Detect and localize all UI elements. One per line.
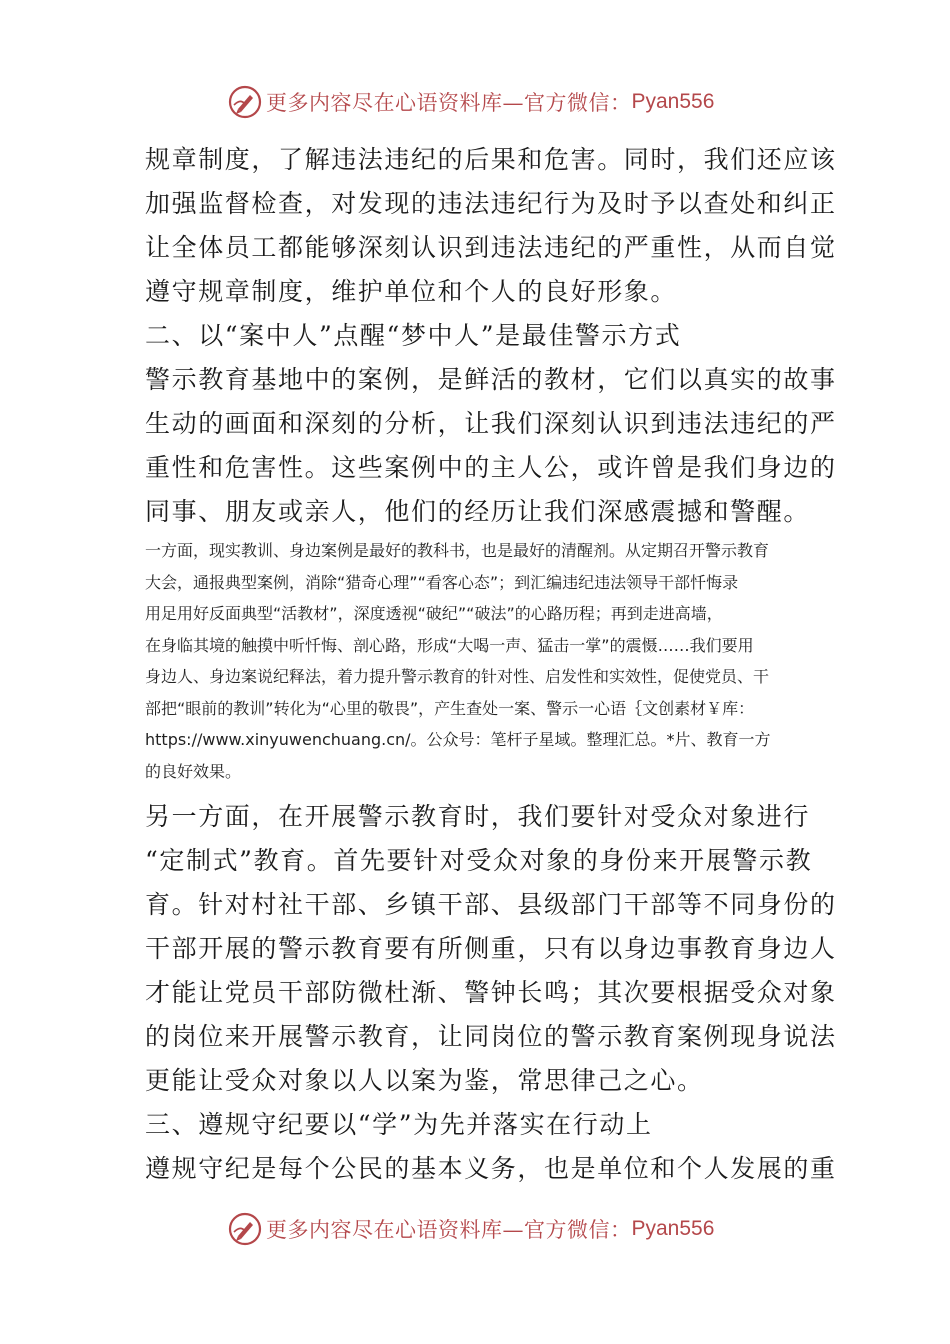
small-text-line: 用足用好反面典型“活教材”，深度透视“破纪”“破法”的心路历程；再到走进高墙， xyxy=(145,604,723,623)
small-text-line: 在身临其境的触摸中听忏悔、剖心路，形成“大喝一声、猛击一掌”的震慑……我们要用 xyxy=(145,635,754,655)
text-line: 加强监督检查，对发现的违法违纪行为及时予以查处和纠正 xyxy=(145,189,837,218)
footer-banner-text: 更多内容尽在心语资料库—官方微信： xyxy=(266,1218,632,1242)
section-heading-2: 二、以“案中人”点醒“梦中人”是最佳警示方式 xyxy=(145,321,682,350)
pen-logo-icon xyxy=(228,85,262,119)
text-line: 警示教育基地中的案例，是鲜活的教材，它们以真实的故事 xyxy=(145,365,837,394)
pen-logo-icon xyxy=(228,1212,262,1246)
small-text-line: 部把“眼前的教训”转化为“心里的敬畏”，产生查处一案、警示一心语｛文创素材￥库： xyxy=(145,698,755,718)
text-line: 遵规守纪是每个公民的基本义务，也是单位和个人发展的重 xyxy=(145,1154,837,1183)
small-text-block xyxy=(145,535,815,787)
small-text-line: 身边人、身边案说纪释法，着力提升警示教育的针对性、启发性和实效性，促使党员、干 xyxy=(145,667,770,686)
text-line: 干部开展的警示教育要有所侧重，只有以身边事教育身边人 xyxy=(145,934,837,963)
section-heading-3: 三、遵规守纪要以“学”为先并落实在行动上 xyxy=(145,1110,653,1139)
header-banner-text: 更多内容尽在心语资料库—官方微信： xyxy=(266,91,632,115)
main-text-block-2 xyxy=(145,795,837,1191)
text-line: 的岗位来开展警示教育，让同岗位的警示教育案例现身说法 xyxy=(145,1022,837,1051)
small-text-line: 大会，通报典型案例，消除“猎奇心理”“看客心态”；到汇编违纪违法领导干部忏悔录 xyxy=(145,572,739,592)
small-text-line: https://www.xinyuwenchuang.cn/。公众号：笔杆子星域。整理汇总。*片、教育一方 xyxy=(145,730,771,749)
text-line: 才能让党员干部防微杜渐、警钟长鸣；其次要根据受众对象 xyxy=(145,978,837,1007)
text-line: 规章制度，了解违法违纪的后果和危害。同时，我们还应该 xyxy=(145,145,837,174)
text-line: 生动的画面和深刻的分析，让我们深刻认识到违法违纪的严 xyxy=(145,409,837,438)
footer-wechat-id: Pyan556 xyxy=(631,1217,715,1240)
small-text-line: 一方面，现实教训、身边案例是最好的教科书，也是最好的清醒剂。从定期召开警示教育 xyxy=(145,541,770,560)
text-line: 育。针对村社干部、乡镇干部、县级部门干部等不同身份的 xyxy=(145,890,837,919)
header-wechat-id: Pyan556 xyxy=(631,90,715,113)
text-line: 另一方面，在开展警示教育时，我们要针对受众对象进行 xyxy=(145,802,811,831)
text-line: 遵守规章制度，维护单位和个人的良好形象。 xyxy=(145,277,678,306)
small-text-line: 的良好效果。 xyxy=(145,761,242,781)
header-banner xyxy=(228,82,714,122)
main-text-block-1 xyxy=(145,138,837,534)
text-line: 更能让受众对象以人以案为鉴，常思律己之心。 xyxy=(145,1066,704,1095)
text-line: “定制式”教育。首先要针对受众对象的身份来开展警示教 xyxy=(145,846,813,875)
text-line: 让全体员工都能够深刻认识到违法违纪的严重性，从而自觉 xyxy=(145,233,837,262)
footer-banner xyxy=(228,1209,714,1249)
text-line: 同事、朋友或亲人，他们的经历让我们深感震撼和警醒。 xyxy=(145,497,811,526)
text-line: 重性和危害性。这些案例中的主人公，或许曾是我们身边的 xyxy=(145,453,837,482)
